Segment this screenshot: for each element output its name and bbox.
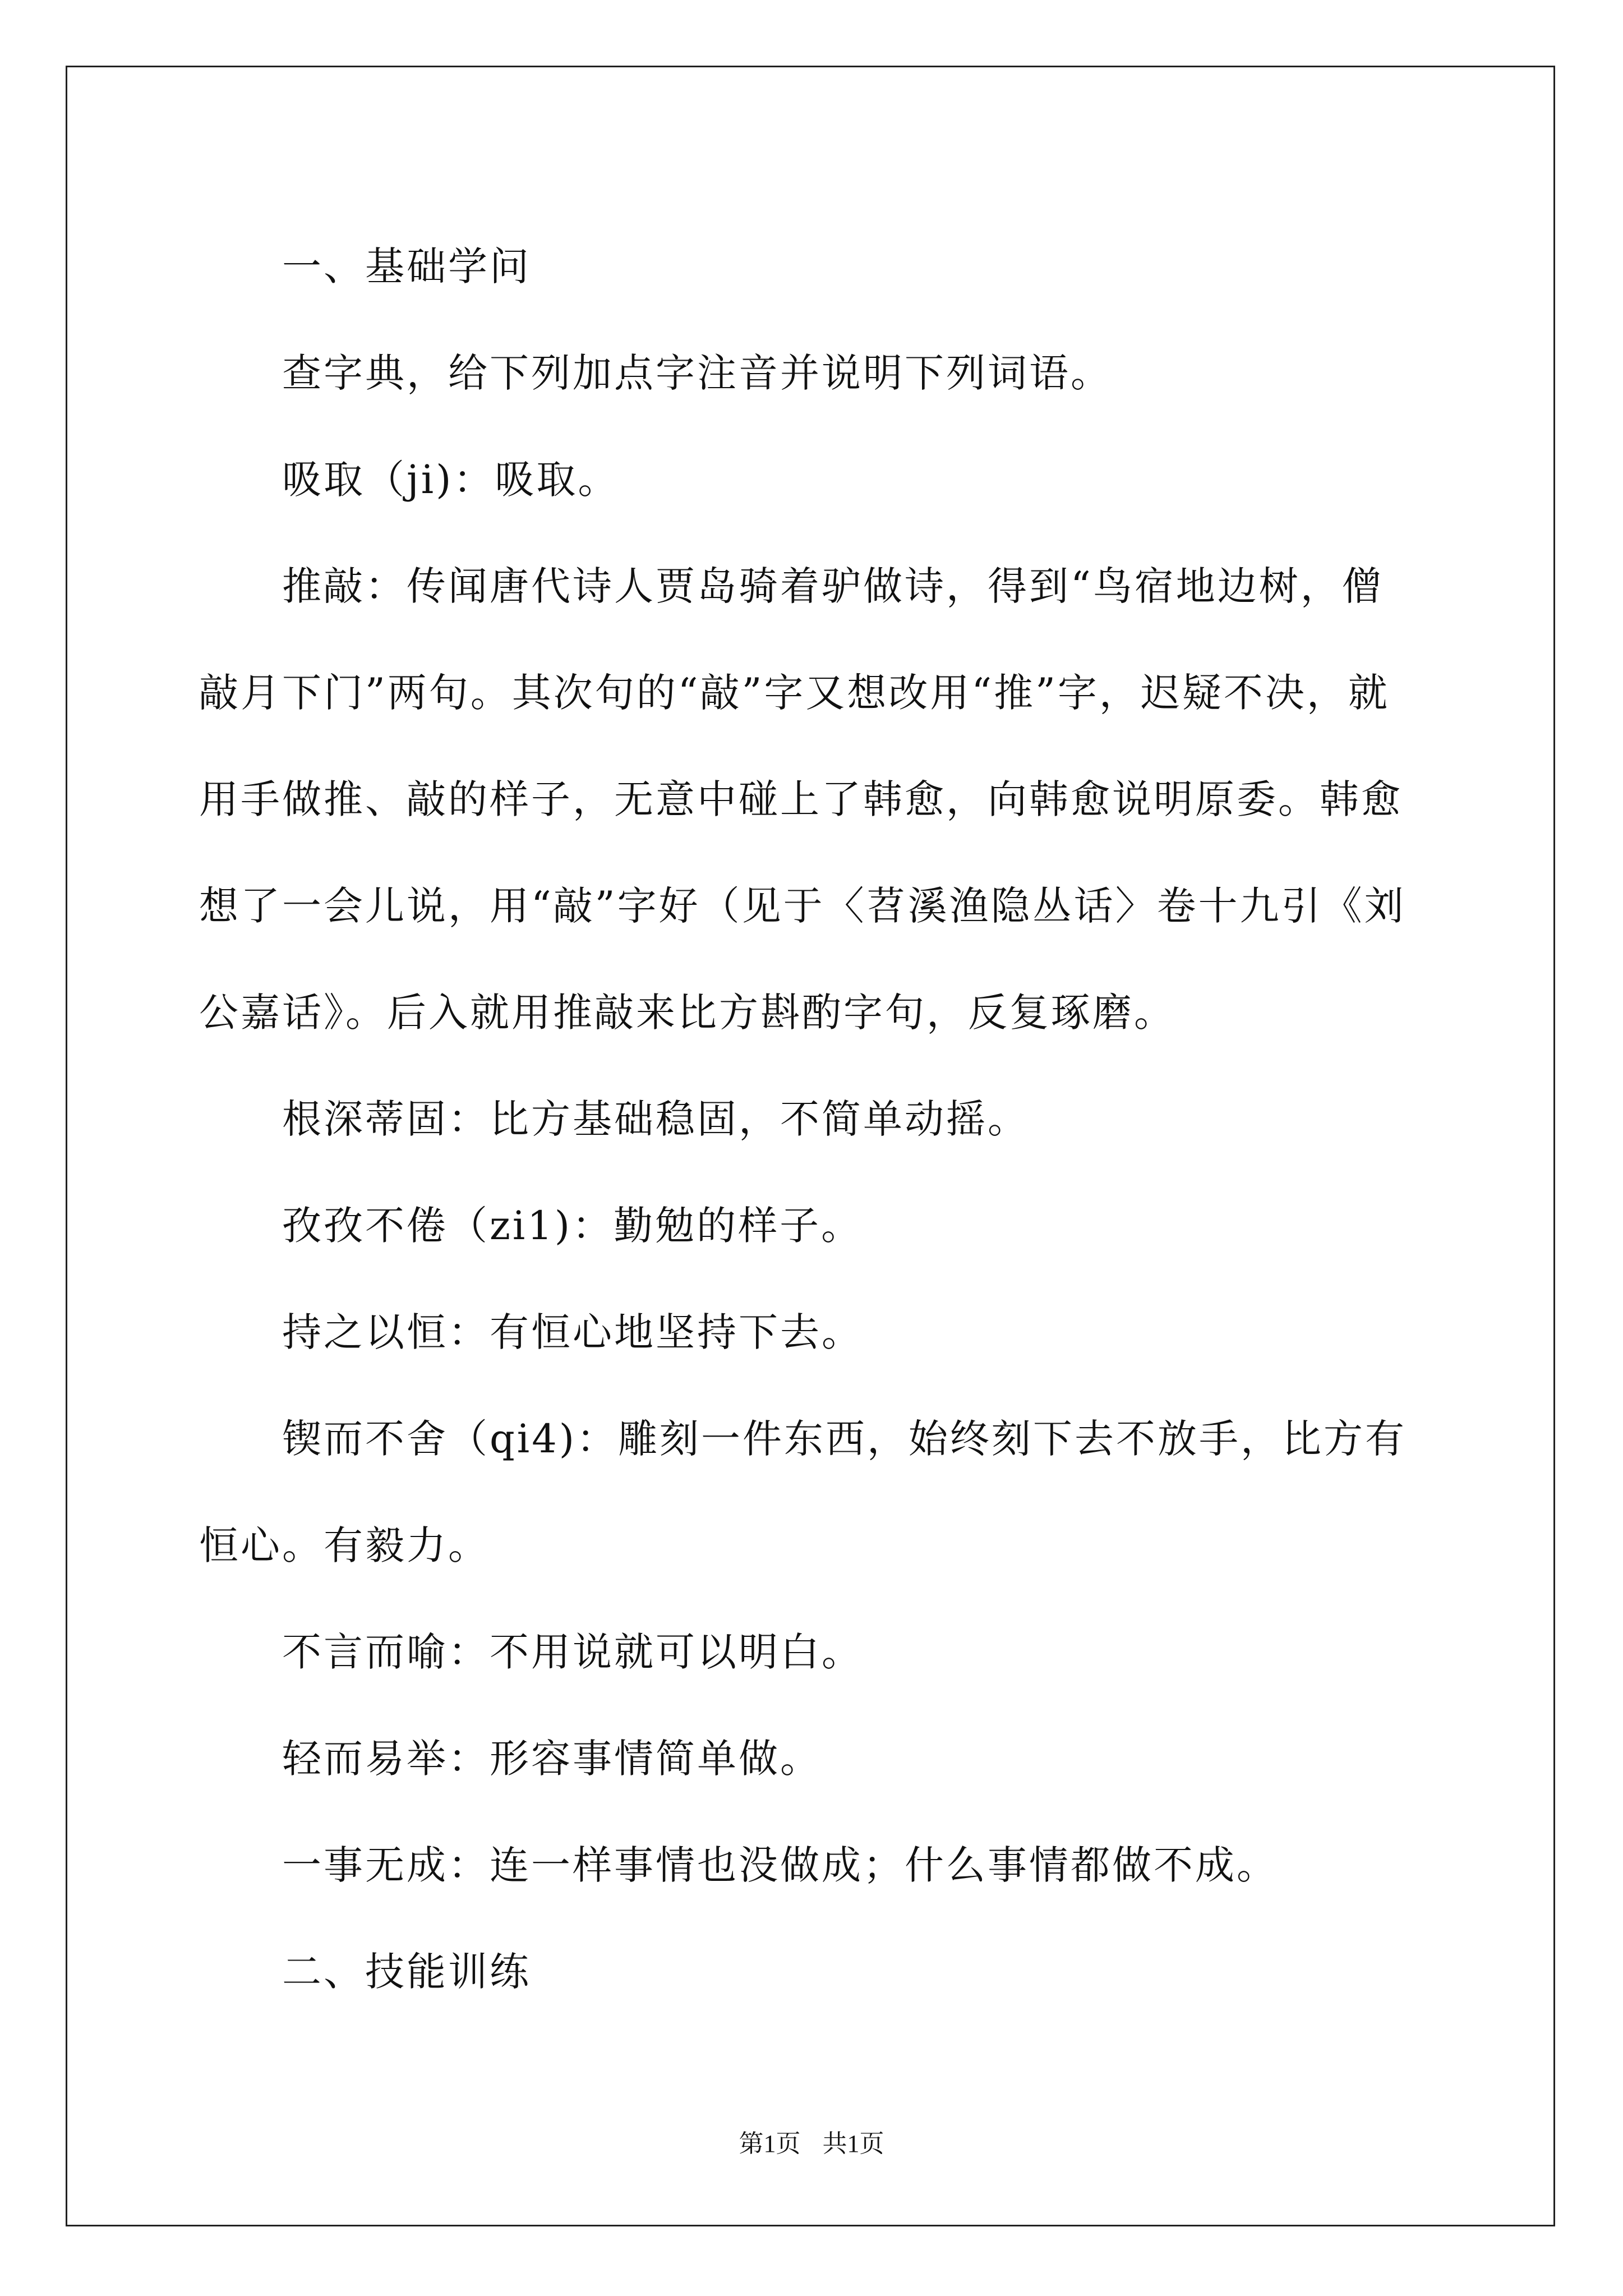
instruction-paragraph: 查字典，给下列加点字注音并说明下列词语。 [282,350,1112,396]
vocab-entry: 不言而喻：不用说就可以明白。 [282,1629,863,1675]
section-heading-basics: 一、基础学问 [282,243,531,289]
vocab-entry: 轻而易举：形容事情简单做。 [282,1736,822,1782]
vocab-entry: 锲而不舍（qi4)：雕刻一件东西，始终刻下去不放手，比方有恒心。有毅力。 [199,1416,1407,1568]
vocab-entry: 推敲：传闻唐代诗人贾岛骑着驴做诗，得到“鸟宿地边树，僧敲月下门”两句。其次句的“敲”字又想改用“推”字，迟疑不决，就用手做推、敲的样子，无意中碰上了韩愈，向韩愈说明原委。韩愈想了一会儿说，用“敲”字好（见于〈苕溪渔隐丛话〉卷十九引《刘公嘉话》。后入就用推敲来比方斟酌字句，反复琢磨。 [199,563,1406,1036]
vocab-entry: 孜孜不倦（zi1)：勤勉的样子。 [282,1203,863,1249]
vocab-entry: 根深蒂固：比方基础稳固，不简单动摇。 [282,1096,1029,1142]
vocab-entry: 吸取（ji)：吸取。 [282,457,620,503]
vocab-entry: 持之以恒：有恒心地坚持下去。 [282,1309,863,1355]
page-footer [0,2123,1623,2159]
vocab-entry: 一事无成：连一样事情也没做成；什么事情都做不成。 [282,1842,1278,1888]
page-number: 第1页 [739,2130,801,2157]
document-body [199,213,1422,2025]
page-total: 共1页 [822,2130,884,2157]
section-heading-skills: 二、技能训练 [282,1949,531,1995]
